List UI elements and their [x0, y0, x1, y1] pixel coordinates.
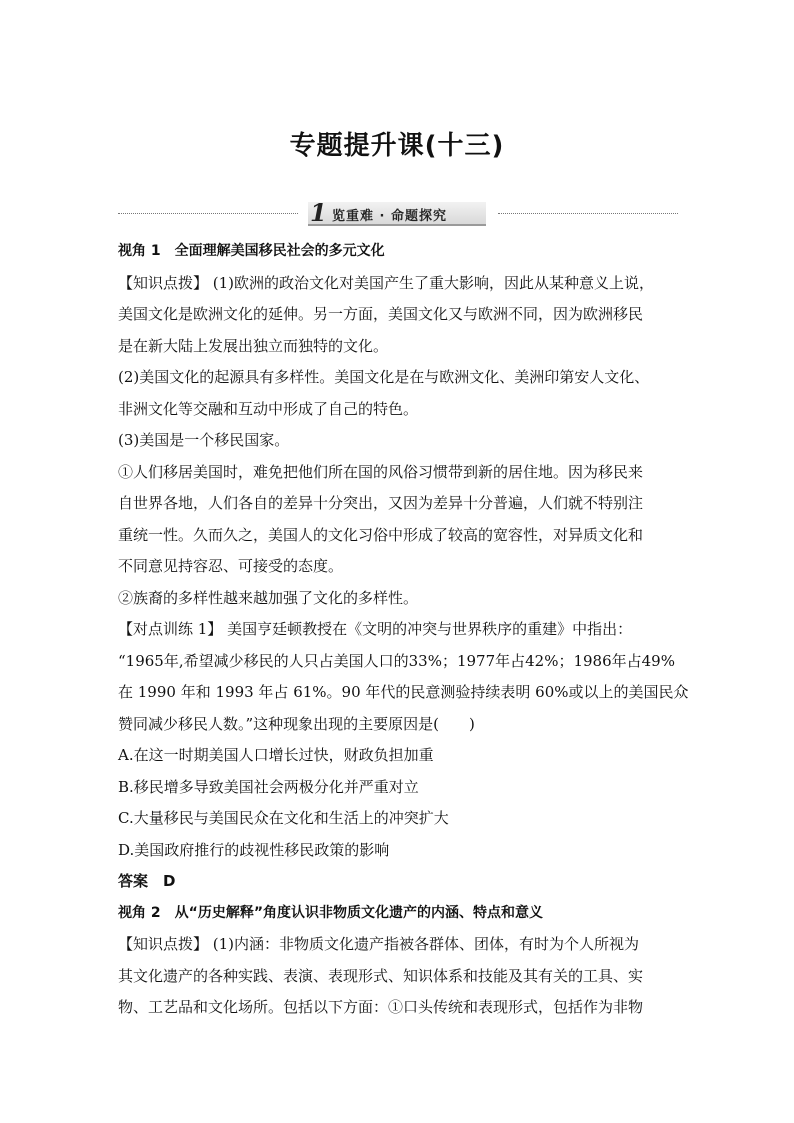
- paragraph-line: 美国文化是欧洲文化的延伸。另一方面，美国文化又与欧洲不同，因为欧洲移民: [118, 305, 644, 323]
- exercise-line: 在 1990 年和 1993 年占 61%。90 年代的民意测验持续表明 60%或以上的美国民众: [118, 683, 689, 701]
- exercise-line: “1965年,希望减少移民的人只占美国人口的33%；1977年占42%；1986年占49%: [118, 651, 675, 670]
- paragraph-line: ②族裔的多样性越来越加强了文化的多样性。: [118, 588, 419, 607]
- paragraph-line: ①人们移居美国时，难免把他们所在国的风俗习惯带到新的居住地。因为移民来: [118, 462, 644, 481]
- paragraph-line: 是在新大陆上发展出独立而独特的文化。: [118, 336, 389, 355]
- paragraph-line: 自世界各地，人们各自的差异十分突出，又因为差异十分普遍，人们就不特别注: [118, 494, 644, 512]
- banner-text: 览重难 · 命题探究: [332, 209, 447, 224]
- paragraph-line: 非洲文化等交融和互动中形成了自己的特色。: [118, 399, 419, 418]
- banner-number: 1: [310, 198, 327, 227]
- document-body: [118, 236, 688, 1024]
- paragraph-line: 不同意见持容忍、可接受的态度。: [118, 557, 344, 575]
- option-d: D.美国政府推行的歧视性移民政策的影响: [118, 840, 390, 859]
- paragraph-line: 【知识点拨】 (1)欧洲的政治文化对美国产生了重大影响，因此从某种意义上说，: [118, 273, 655, 292]
- banner-divider-left: [118, 213, 298, 214]
- option-a: A.在这一时期美国人口增长过快，财政负担加重: [118, 746, 434, 764]
- option-c: C.大量移民与美国民众在文化和生活上的冲突扩大: [118, 809, 449, 827]
- section-heading-2: 视角 2 从“历史解释”角度认识非物质文化遗产的内涵、特点和意义: [118, 904, 544, 921]
- paragraph-line: 【知识点拨】 (1)内涵：非物质文化遗产指被各群体、团体，有时为个人所视为: [118, 935, 640, 953]
- page-title: 专题提升课(十三): [289, 131, 505, 161]
- option-b: B.移民增多导致美国社会两极分化并严重对立: [118, 777, 419, 796]
- paragraph-line: (3)美国是一个移民国家。: [118, 431, 290, 449]
- banner-tab: [308, 198, 486, 227]
- paragraph-line: 物、工艺品和文化场所。包括以下方面：①口头传统和表现形式，包括作为非物: [118, 998, 644, 1016]
- answer-line: 答案 D: [118, 872, 176, 890]
- section-heading-1: 视角 1 全面理解美国移民社会的多元文化: [118, 243, 385, 259]
- exercise-line: 赞同减少移民人数。”这种现象出现的主要原因是( ): [118, 714, 475, 733]
- paragraph-line: 重统一性。久而久之，美国人的文化习俗中形成了较高的宽容性，对异质文化和: [118, 525, 644, 544]
- banner-divider-right: [498, 213, 678, 214]
- section-banner: [118, 198, 678, 227]
- exercise-line: 【对点训练 1】 美国亨廷顿教授在《文明的冲突与世界秩序的重建》中指出：: [118, 620, 633, 638]
- paragraph-line: 其文化遗产的各种实践、表演、表现形式、知识体系和技能及其有关的工具、实: [118, 966, 644, 985]
- paragraph-line: (2)美国文化的起源具有多样性。美国文化是在与欧洲文化、美洲印第安人文化、: [118, 368, 650, 386]
